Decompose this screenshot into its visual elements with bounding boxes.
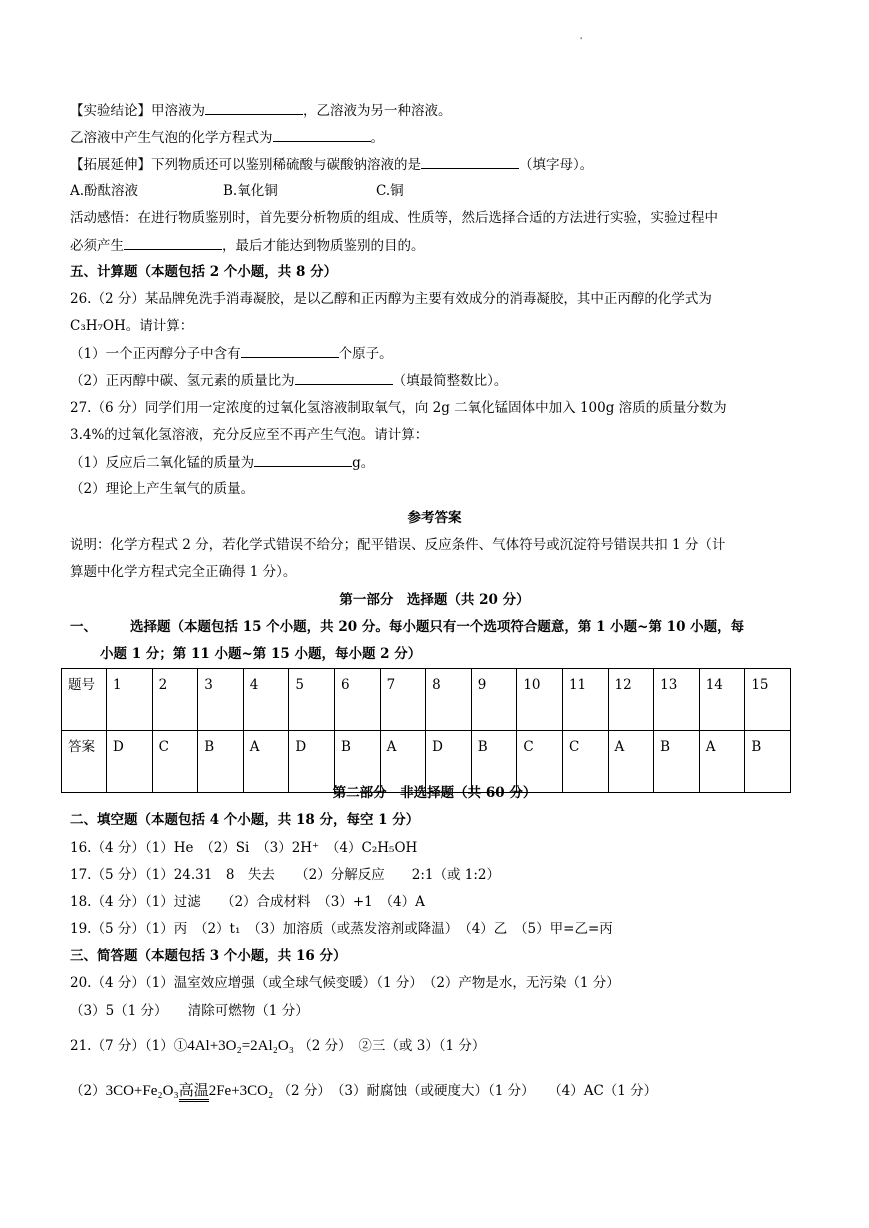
table-cell: 7 (380, 669, 426, 731)
q27-part-2: （2）理论上产生氧气的质量。 (70, 481, 255, 497)
q26-formula: C₃H₇OH。请计算： (70, 318, 194, 334)
table-cell: 6 (334, 669, 380, 731)
table-cell: C (517, 731, 563, 793)
answer-blank (421, 154, 519, 169)
reflection-line-2 (70, 235, 425, 256)
q26-1-prefix: （1）一个正丙醇分子中含有 (70, 346, 241, 362)
sec1-line-2: 小题 1 分；第 11 小题~第 15 小题，每小题 2 分） (100, 646, 422, 662)
q26-2-prefix: （2）正丙醇中碳、氢元素的质量比为 (70, 373, 295, 389)
table-cell: B (334, 731, 380, 793)
table-cell: C (152, 731, 198, 793)
q26-line-1: 26.（2 分）某品牌免洗手消毒凝胶，是以乙醇和正丙醇为主要有效成分的消毒凝胶，其中正丙醇的化学式为 (70, 291, 712, 307)
sec1-line-1: 选择题（本题包括 15 个小题，共 20 分。每小题只有一个选项符合题意，第 1 小题~第 10 小题，每 (130, 619, 745, 635)
answer-20-line-1: 20.（4 分）（1）温室效应增强（或全球气候变暖）（1 分） （2）产物是水，无污染（1 分） (70, 975, 620, 991)
q27-1-suffix: g。 (352, 455, 375, 471)
answer-table (61, 668, 791, 793)
answer-17: 17.（5 分）（1）24.31 8 失去 （2）分解反应 2:1（或 1:2） (70, 867, 501, 883)
answer-18: 18.（4 分）（1）过滤 （2）合成材料 （3）+1 （4）A (70, 894, 425, 910)
answer-19: 19.（5 分）（1）丙 （2）t₁ （3）加溶质（或蒸发溶剂或降温） （4）乙 （5）甲=乙=丙 (70, 921, 613, 937)
options-line (70, 181, 404, 201)
equation-suffix: 。 (370, 130, 384, 146)
reflection-prefix: 必须产生 (70, 238, 124, 254)
table-cell: C (562, 731, 608, 793)
extend-suffix: （填字母）。 (519, 157, 594, 173)
table-cell: 9 (471, 669, 517, 731)
reflection-line-1: 活动感悟：在进行物质鉴别时，首先要分析物质的组成、性质等，然后选择合适的方法进行实验，实验过程中 (70, 210, 718, 226)
conclusion-line (70, 100, 452, 121)
answer-blank (254, 452, 352, 467)
table-header-cell: 题号 (62, 669, 107, 731)
table-cell: 1 (107, 669, 153, 731)
q27-line-1: 27.（6 分）同学们用一定浓度的过氧化氢溶液制取氧气，向 2g 二氧化锰固体中加入 100g 溶质的质量分数为 (70, 400, 727, 416)
table-cell: 13 (654, 669, 700, 731)
q27-1-prefix: （1）反应后二氧化锰的质量为 (70, 455, 255, 471)
part1-title: 第一部分 选择题（共 20 分） (339, 592, 530, 608)
equation-line (70, 127, 384, 148)
note-line-1: 说明：化学方程式 2 分，若化学式错误不给分；配平错误、反应条件、气体符号或沉淀符号错误共扣 1 分（计 (70, 537, 726, 553)
table-cell: 11 (562, 669, 608, 731)
sec2-heading: 二、填空题（本题包括 4 个小题，共 18 分，每空 1 分） (70, 812, 420, 828)
answer-21-line-2 (70, 1081, 657, 1101)
extend-prefix: 【拓展延伸】下列物质还可以鉴别稀硫酸与碳酸钠溶液的是 (70, 157, 421, 173)
a21-2-suffix: （2 分） （3）耐腐蚀（或硬度大）（1 分） （4）AC（1 分） (277, 1083, 658, 1099)
a21-prefix: 21.（7 分）（1）① (70, 1038, 188, 1054)
option-a: A.酚酞溶液 (70, 183, 139, 199)
a21-mid: （2 分） ②三（或 3）（1 分） (298, 1038, 486, 1054)
answer-blank (295, 370, 393, 385)
calc-heading: 五、计算题（本题包括 2 个小题，共 8 分） (70, 264, 338, 280)
q27-part-1 (70, 452, 374, 473)
answers-title: 参考答案 (407, 510, 462, 526)
table-cell: 14 (699, 669, 745, 731)
q27-line-2: 3.4%的过氧化氢溶液，充分反应至不再产生气泡。请计算： (70, 427, 429, 443)
table-cell: B (745, 731, 791, 793)
answer-blank (273, 127, 371, 142)
option-c: C.铜 (376, 183, 404, 199)
table-cell: D (289, 731, 335, 793)
table-cell: 15 (745, 669, 791, 731)
part2-title: 第二部分 非选择题（共 60 分） (332, 785, 537, 801)
table-cell: 10 (517, 669, 563, 731)
table-cell: B (471, 731, 517, 793)
sec1-heading (70, 617, 744, 637)
a21-equation-2-condition: 高温 (179, 1083, 209, 1102)
table-cell: A (608, 731, 654, 793)
table-cell: 12 (608, 669, 654, 731)
conclusion-suffix: ，乙溶液为另一种溶液。 (303, 103, 452, 119)
table-cell: D (426, 731, 472, 793)
table-cell: 4 (243, 669, 289, 731)
equation-prompt: 乙溶液中产生气泡的化学方程式为 (70, 130, 273, 146)
q26-part-2 (70, 370, 507, 391)
table-cell: B (654, 731, 700, 793)
answer-blank (124, 235, 222, 250)
q26-1-suffix: 个原子。 (338, 346, 393, 362)
note-line-2: 算题中化学方程式完全正确得 1 分）。 (70, 564, 297, 580)
table-cell: B (198, 731, 244, 793)
a21-2-prefix: （2） (70, 1083, 106, 1099)
sec3-heading: 三、简答题（本题包括 3 个小题，共 16 分） (70, 948, 347, 964)
table-header-cell: 答案 (62, 731, 107, 793)
q26-part-1 (70, 343, 393, 364)
answer-blank (205, 100, 303, 115)
table-row-numbers (62, 669, 791, 731)
q26-2-suffix: （填最简整数比）。 (392, 373, 508, 389)
table-cell: D (107, 731, 153, 793)
answer-20-line-2: （3）5（1 分） 清除可燃物（1 分） (70, 1003, 309, 1019)
answer-16: 16.（4 分）（1）He （2）Si （3）2H⁺ （4）C₂H₅OH (70, 840, 418, 856)
sec1-number: 一、 (70, 619, 97, 635)
conclusion-prefix: 【实验结论】甲溶液为 (70, 103, 205, 119)
reflection-suffix: ，最后才能达到物质鉴别的目的。 (222, 238, 425, 254)
page-mark: ' (580, 36, 583, 45)
answer-21-line-1 (70, 1036, 485, 1056)
a21-equation-2-right: 2Fe+3CO₂ (208, 1083, 274, 1099)
table-cell: 5 (289, 669, 335, 731)
table-cell: A (380, 731, 426, 793)
table-cell: 2 (152, 669, 198, 731)
extend-line (70, 154, 593, 175)
table-cell: 3 (198, 669, 244, 731)
option-b: B.氧化铜 (223, 183, 278, 199)
a21-equation-2-left: 3CO+Fe₂O₃ (105, 1083, 179, 1099)
table-cell: 8 (426, 669, 472, 731)
table-cell: A (243, 731, 289, 793)
a21-equation-1: 4Al+3O₂=2Al₂O₃ (187, 1038, 294, 1054)
table-cell: A (699, 731, 745, 793)
answer-blank (241, 343, 339, 358)
